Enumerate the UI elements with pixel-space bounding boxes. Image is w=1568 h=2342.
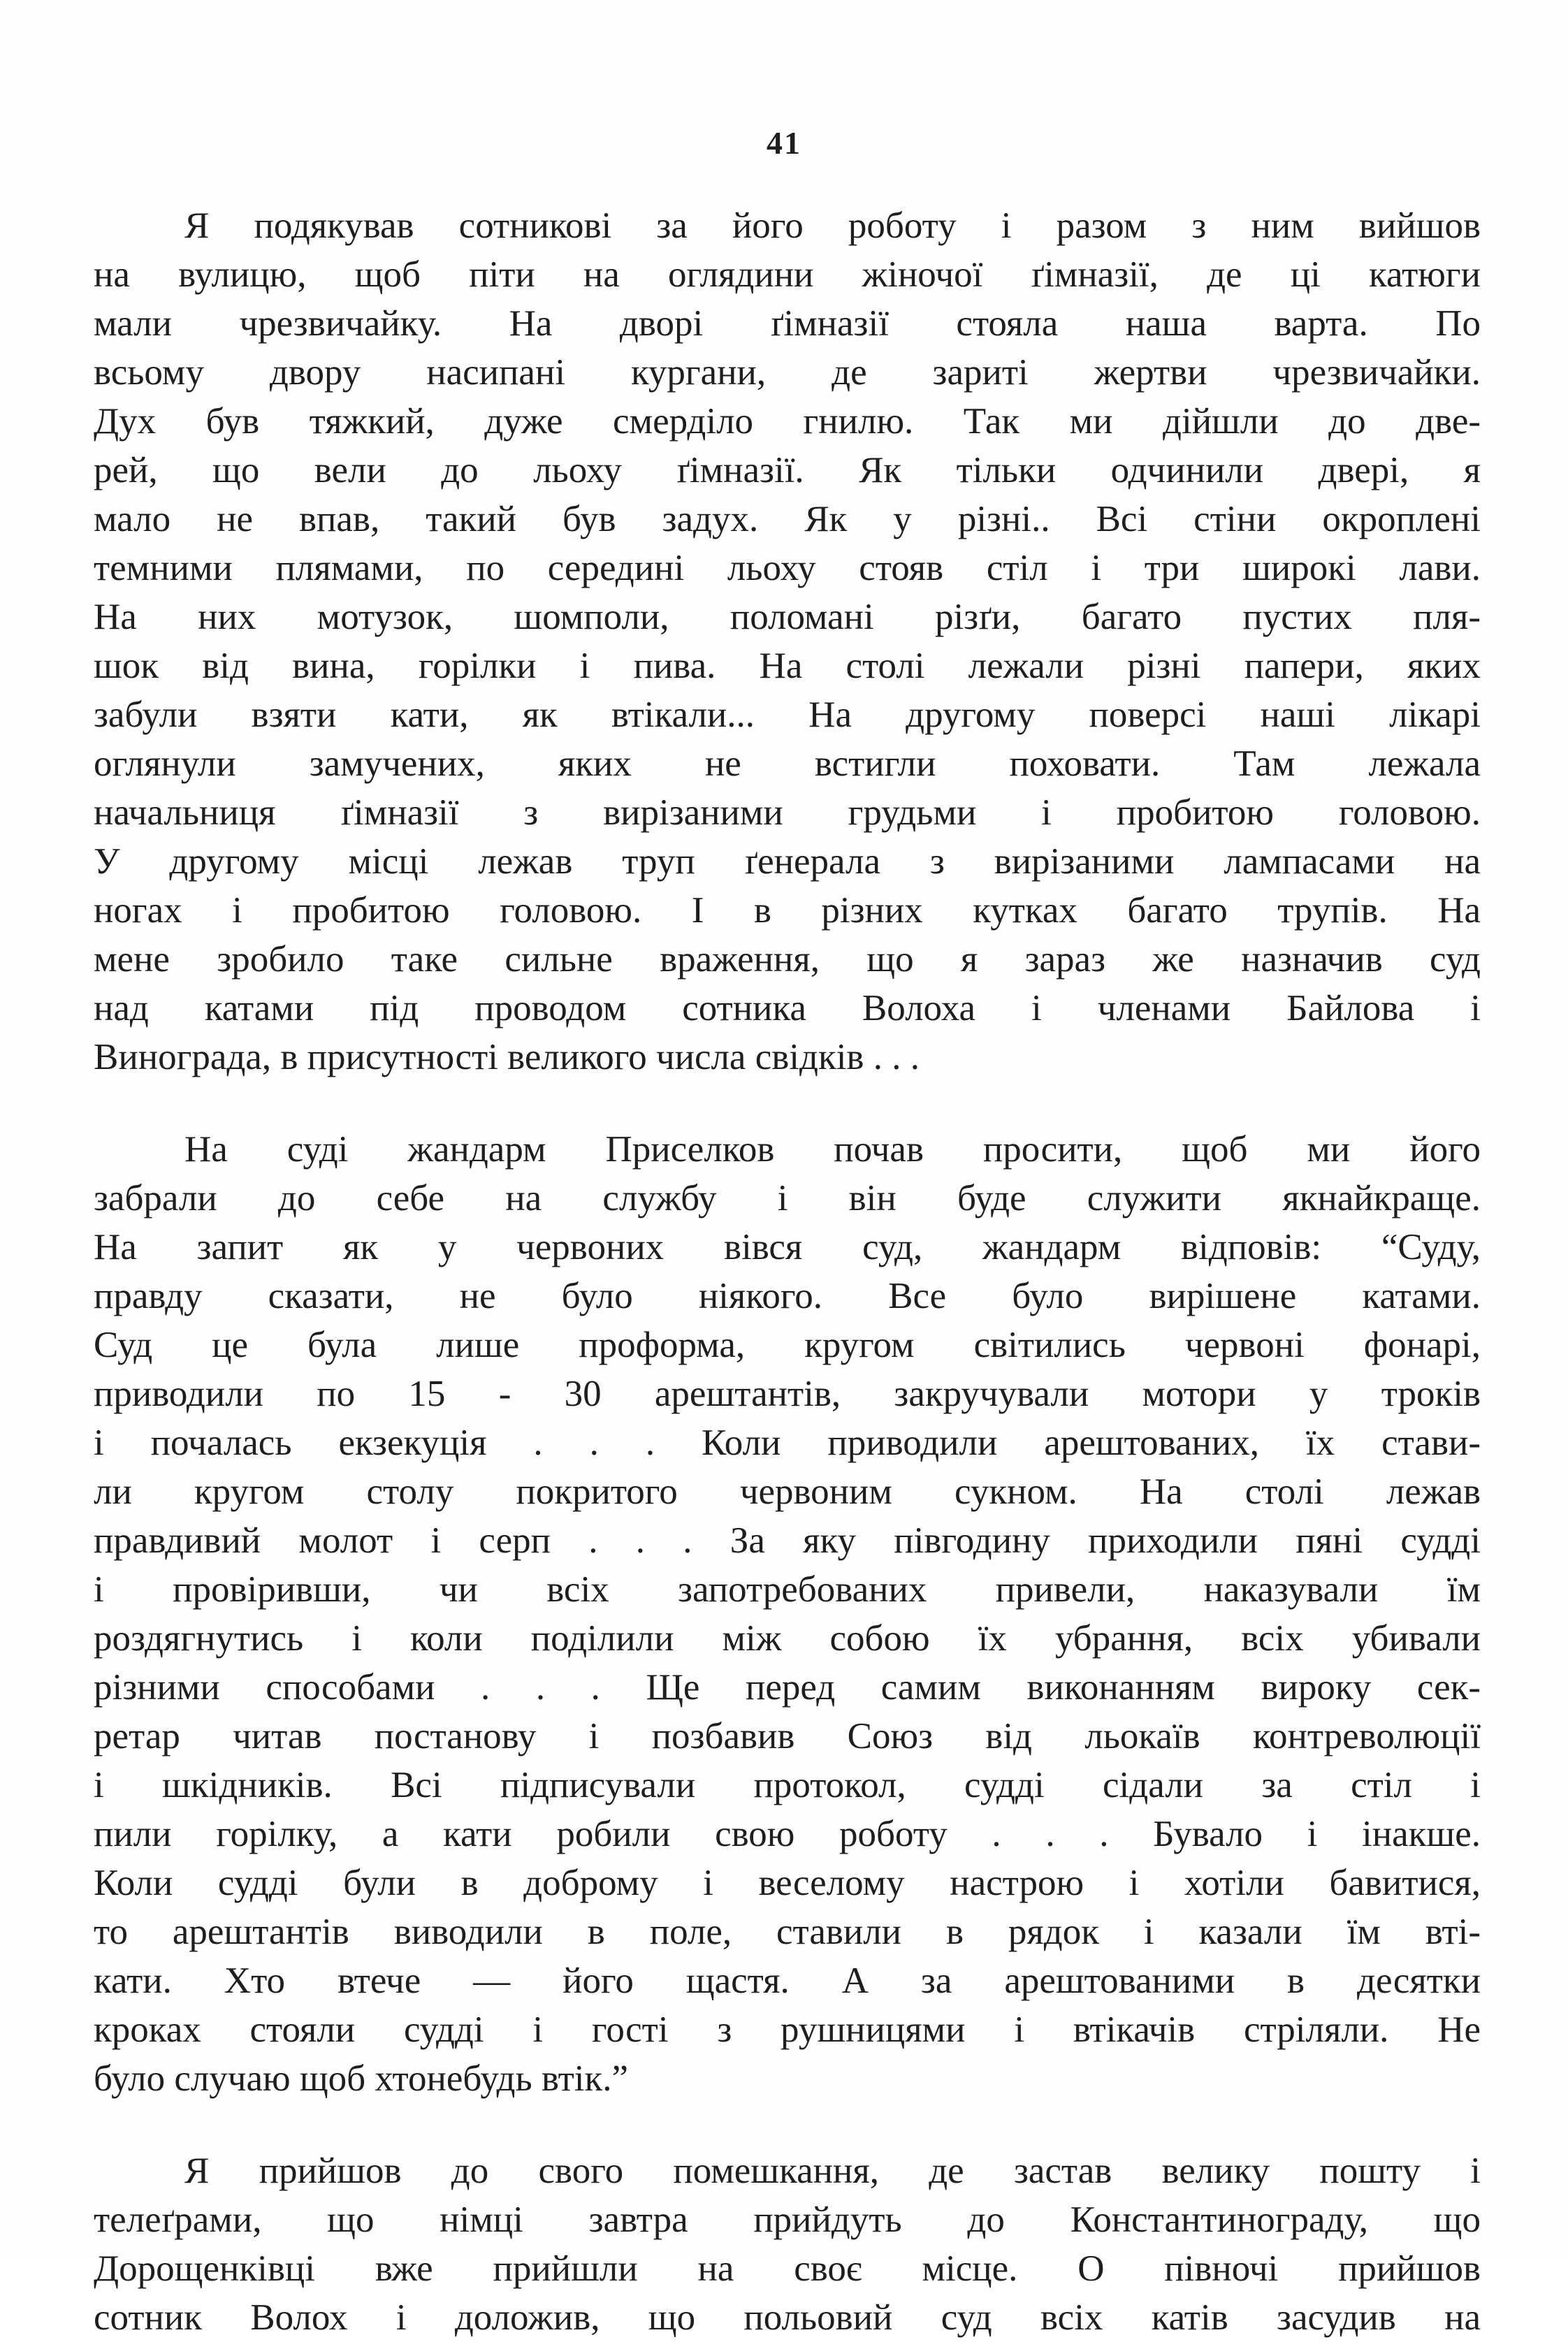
text-line: Винограда, в присутності великого числа свідків . . . (94, 1037, 920, 1077)
text-line: правдивий молот і серп . . . За яку півгодину приходили пяні судді (94, 1520, 1481, 1561)
text-line: і провіривши, чи всіх запотребованих привели, наказували їм (94, 1569, 1481, 1610)
paragraph-3 (94, 2146, 1481, 2342)
text-line: забрали до себе на службу і він буде служити якнайкраще. (94, 1178, 1481, 1219)
text-line: кати. Хто втече — його щастя. А за арештованими в десятки (94, 1961, 1481, 2001)
text-line: кроках стояли судді і гості з рушницями і втікачів стріляли. Не (94, 2009, 1481, 2050)
text-line: правду сказати, не було ніякого. Все було вирішене катами. (94, 1276, 1481, 1316)
text-line: Суд це була лише проформа, кругом світились червоні фонарі, (94, 1325, 1481, 1365)
paragraph-2 (94, 1125, 1481, 2103)
text-line: різними способами . . . Ще перед самим виконанням вироку сек- (94, 1667, 1481, 1708)
body-text (94, 201, 1481, 2342)
text-line: сотник Волох і доложив, що польовий суд всіх катів засудив на (94, 2297, 1481, 2338)
page-number: 41 (767, 125, 801, 161)
paragraph-1 (94, 201, 1481, 1082)
text-line: начальниця ґімназії з вирізаними грудьми і пробитою головою. (94, 792, 1481, 833)
text-line: темними плямами, по середині льоху стояв стіл і три широкі лави. (94, 548, 1481, 588)
text-line: було случаю щоб хтонебудь втік.” (94, 2058, 628, 2099)
text-line: На них мотузок, шомполи, поломані різґи, багато пустих пля- (94, 597, 1481, 637)
text-line: У другому місці лежав труп ґенерала з вирізаними лампасами на (94, 841, 1481, 882)
text-line: Дух був тяжкий, дуже смерділо гнилю. Так ми дійшли до две- (94, 401, 1481, 442)
text-line: на вулицю, щоб піти на оглядини жіночої ґімназії, де ці катюги (94, 254, 1481, 295)
text-line: забули взяти кати, як втікали... На другому поверсі наші лікарі (94, 694, 1481, 735)
text-line: оглянули замучених, яких не встигли поховати. Там лежала (94, 743, 1481, 784)
text-line: шок від вина, горілки і пива. На столі лежали різні папери, яких (94, 646, 1481, 686)
text-line: Дорощенківці вже прийшли на своє місце. О півночі прийшов (94, 2248, 1481, 2289)
text-line: Коли судді були в доброму і веселому настрою і хотіли бавитися, (94, 1863, 1481, 1903)
text-line: над катами під проводом сотника Волоха і членами Байлова і (94, 988, 1481, 1028)
text-line: приводили по 15 - 30 арештантів, закручували мотори у троків (94, 1374, 1481, 1414)
text-line: ли кругом столу покритого червоним сукном. На столі лежав (94, 1471, 1481, 1512)
text-line: ногах і пробитою головою. І в різних кутках багато трупів. На (94, 890, 1481, 931)
text-line: ретар читав постанову і позбавив Союз від льокаїв контреволюції (94, 1716, 1481, 1756)
text-line: рей, що вели до льоху ґімназії. Як тільки одчинили двері, я (94, 450, 1481, 490)
text-line: телеґрами, що німці завтра прийдуть до Константинограду, що (94, 2199, 1481, 2240)
text-line: На запит як у червоних вівся суд, жандарм відповів: “Суду, (94, 1227, 1481, 1267)
text-line: мали чрезвичайку. На дворі ґімназії стояла наша варта. По (94, 303, 1481, 344)
text-line: Я подякував сотникові за його роботу і разом з ним вийшов (184, 205, 1481, 246)
text-line: роздягнутись і коли поділили між собою їх убрання, всіх убивали (94, 1618, 1481, 1659)
text-line: і почалась екзекуція . . . Коли приводили арештованих, їх стави- (94, 1423, 1481, 1463)
text-line: пили горілку, а кати робили свою роботу . . . Бувало і інакше. (94, 1814, 1481, 1854)
text-line: і шкідників. Всі підписували протокол, судді сідали за стіл і (94, 1765, 1481, 1805)
text-line: Я прийшов до свого помешкання, де застав велику пошту і (184, 2151, 1481, 2191)
text-line: мало не впав, такий був задух. Як у різні.. Всі стіни окроплені (94, 499, 1481, 539)
text-line: то арештантів виводили в поле, ставили в рядок і казали їм вті- (94, 1912, 1481, 1952)
text-line: всьому двору насипані кургани, де зариті жертви чрезвичайки. (94, 352, 1481, 393)
text-line: На суді жандарм Приселков почав просити, щоб ми його (184, 1129, 1481, 1170)
text-line: мене зробило таке сильне враження, що я зараз же назначив суд (94, 939, 1481, 980)
